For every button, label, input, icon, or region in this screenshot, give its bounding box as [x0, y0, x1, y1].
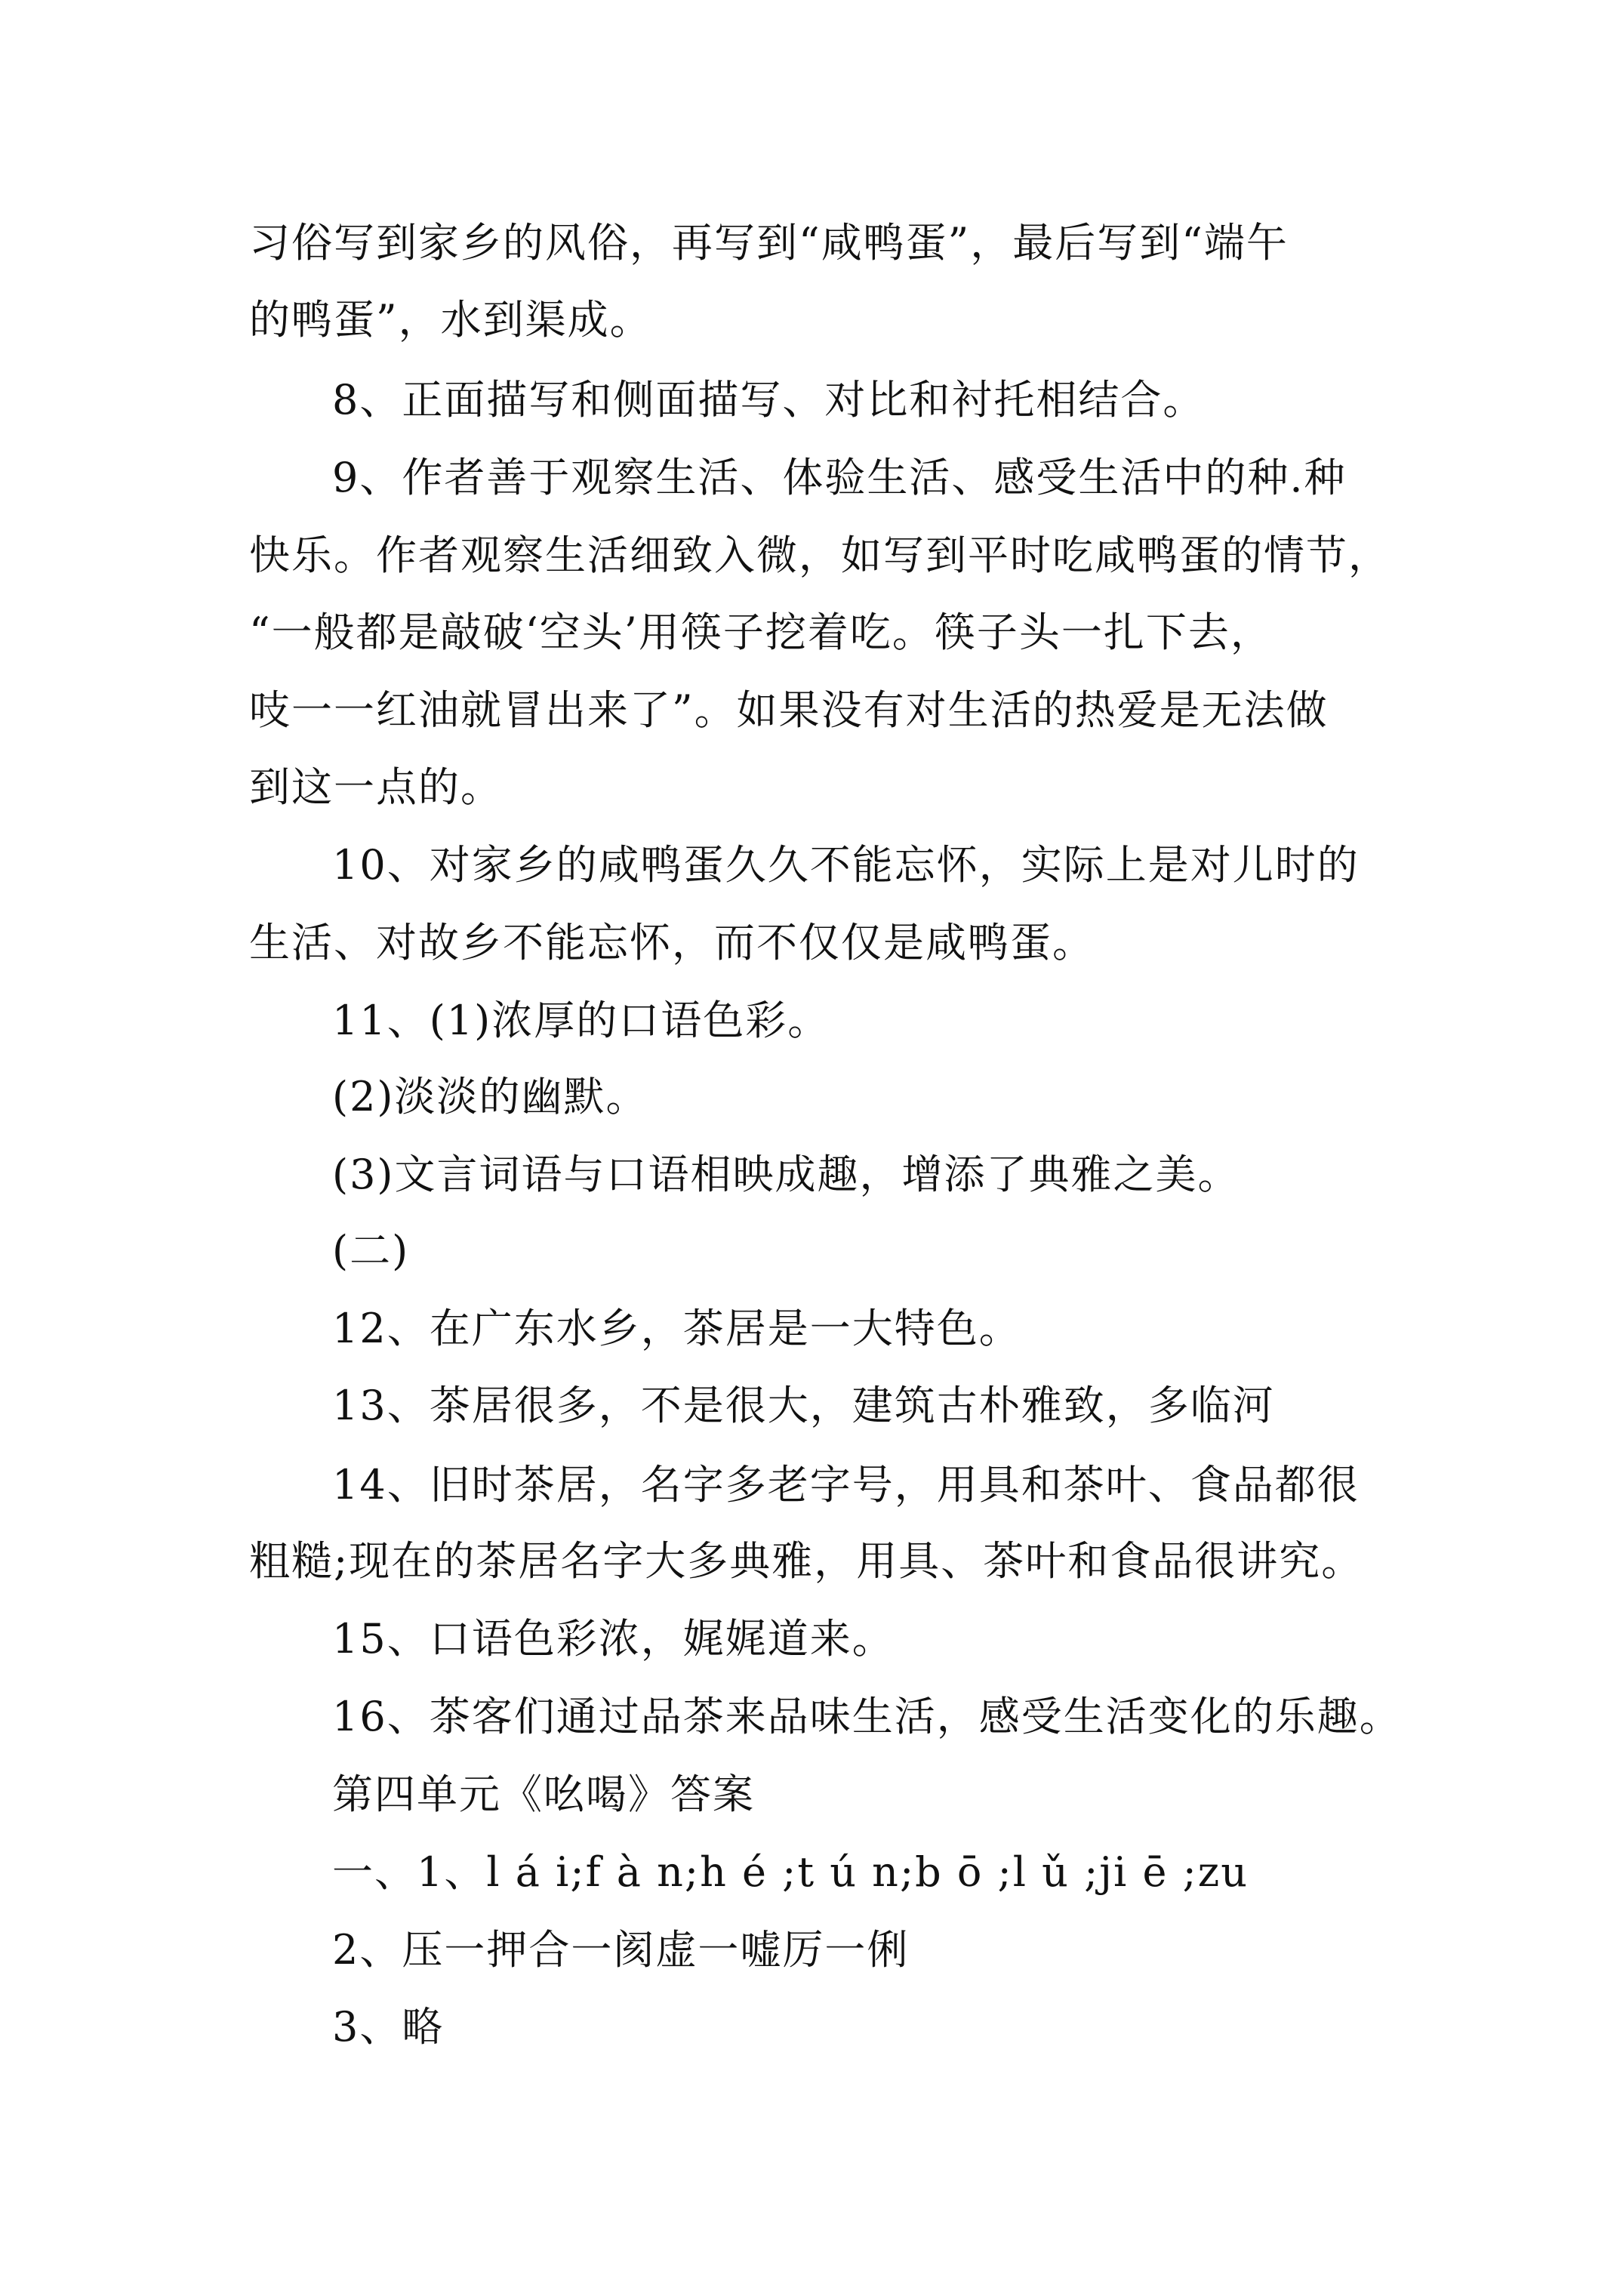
answer-12: 12、在广东水乡，茶居是一大特色。 — [332, 1305, 1021, 1352]
text-line: 的鸭蛋”，水到渠成。 — [249, 296, 652, 344]
text-line: 习俗写到家乡的风俗，再写到“咸鸭蛋”，最后写到“端午 — [249, 219, 1289, 267]
text-line: 到这一点的。 — [249, 763, 503, 811]
text-line: 粗糙;现在的茶居名字大多典雅，用具、茶叶和食品很讲究。 — [249, 1537, 1364, 1585]
answer-15: 15、口语色彩浓，娓娓道来。 — [332, 1615, 895, 1663]
answer-8: 8、正面描写和侧面描写、对比和衬托相结合。 — [332, 376, 1206, 424]
answer-11: 11、(1)浓厚的口语色彩。 — [332, 997, 830, 1044]
unit-heading: 第四单元《吆喝》答案 — [332, 1771, 755, 1818]
text-line: 生活、对故乡不能忘怀，而不仅仅是咸鸭蛋。 — [249, 919, 1095, 966]
answer-11-2: (2)淡淡的幽默。 — [332, 1073, 648, 1120]
answer-13: 13、茶居很多，不是很大，建筑古朴雅致，多临河 — [332, 1382, 1275, 1429]
answer-9: 9、作者善于观察生活、体验生活、感受生活中的种.种 — [332, 454, 1347, 501]
text-line: “一般都是敲破‘空头’用筷子挖着吃。筷子头一扎下去， — [249, 609, 1273, 656]
answer-16: 16、茶客们通过品茶来品味生活，感受生活变化的乐趣。 — [332, 1693, 1402, 1740]
answer-1-pinyin: 一、1、l á i;f à n;h é ;t ú n;b ō ;l ǔ ;ji ē ;zu — [332, 1848, 1249, 1896]
text-line: 吱一一红油就冒出来了”。如果没有对生活的热爱是无法做 — [249, 686, 1329, 734]
answer-10: 10、对家乡的咸鸭蛋久久不能忘怀，实际上是对儿时的 — [332, 841, 1360, 889]
answer-3: 3、略 — [332, 2003, 445, 2051]
answer-14: 14、旧时茶居，名字多老字号，用具和茶叶、食品都很 — [332, 1461, 1360, 1509]
answer-2: 2、压一押合一阂虚一嘘厉一俐 — [332, 1926, 910, 1974]
answer-11-3: (3)文言词语与口语相映成趣，增添了典雅之美。 — [332, 1151, 1240, 1198]
text-line: 快乐。作者观察生活细致入微，如写到平时吃咸鸭蛋的情节， — [249, 532, 1390, 579]
section-heading: (二) — [332, 1227, 410, 1274]
